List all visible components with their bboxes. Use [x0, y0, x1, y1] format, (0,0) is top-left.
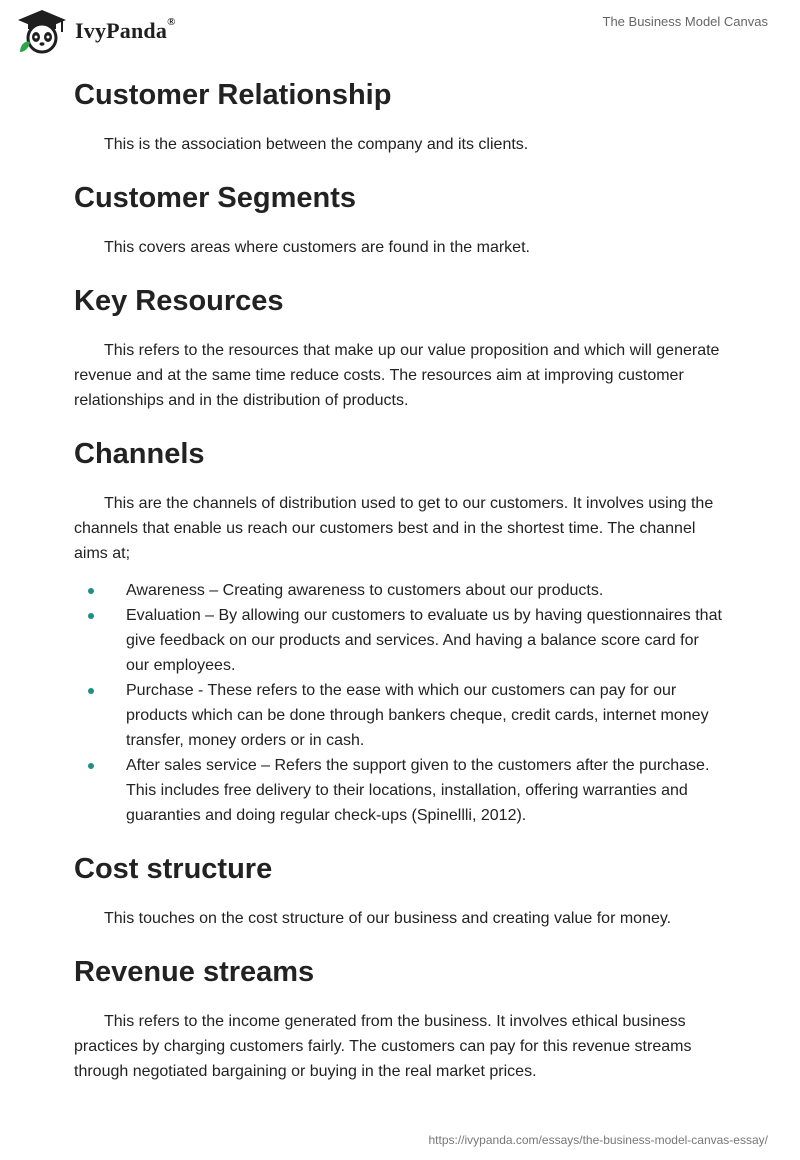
section-paragraph: This refers to the resources that make up our value proposition and which will generate revenue and at the same time reduce costs. The resources aim at improving customer relationships and in the distribution of products. [74, 342, 720, 409]
ivypanda-logo[interactable] [14, 8, 176, 54]
section-heading: Channels [74, 438, 205, 470]
section-cost-structure [74, 848, 724, 931]
list-item: Purchase - These refers to the ease with which our customers can pay for our products which can be done through bankers cheque, credit cards, internet money transfer, money orders or in cash. [74, 678, 724, 753]
document-title: The Business Model Canvas [602, 14, 768, 29]
section-paragraph: This are the channels of distribution used to get to our customers. It involves using the channels that enable us reach our customers best and in the shortest time. The channel aims at; [74, 495, 714, 562]
section-paragraph: This is the association between the company and its clients. [104, 136, 529, 153]
list-item: Evaluation – By allowing our customers to evaluate us by having questionnaires that give feedback on our products and services. And having a balance score card for our employees. [74, 603, 724, 678]
section-customer-relationship [74, 74, 724, 157]
section-heading: Cost structure [74, 853, 273, 885]
section-heading: Key Resources [74, 285, 284, 317]
essay-content [74, 70, 724, 1084]
page-header [0, 0, 800, 64]
bullet-icon [88, 588, 94, 594]
panda-graduate-icon [14, 8, 70, 54]
bullet-icon [88, 688, 94, 694]
bullet-icon [88, 613, 94, 619]
bullet-icon [88, 763, 94, 769]
section-key-resources [74, 280, 724, 413]
brand-name: IvyPanda® [75, 16, 176, 43]
list-item: Awareness – Creating awareness to customers about our products. [74, 578, 724, 603]
section-heading: Revenue streams [74, 956, 315, 988]
section-revenue-streams [74, 951, 724, 1084]
section-channels [74, 433, 724, 828]
list-item: After sales service – Refers the support given to the customers after the purchase. This includes free delivery to their locations, installation, offering warranties and guaranties and doing regular check-ups (Spinellli, 2012). [74, 753, 724, 828]
section-paragraph: This touches on the cost structure of our business and creating value for money. [104, 910, 672, 927]
source-url-link[interactable]: https://ivypanda.com/essays/the-business-model-canvas-essay/ [428, 1133, 768, 1147]
section-heading: Customer Segments [74, 182, 357, 214]
section-paragraph: This refers to the income generated from the business. It involves ethical business practices by charging customers fairly. The customers can pay for this revenue streams through negotiated bargaining or buying in the real market prices. [74, 1013, 692, 1080]
channels-bullet-list [74, 578, 724, 828]
section-heading: Customer Relationship [74, 79, 392, 111]
section-customer-segments [74, 177, 724, 260]
section-paragraph: This covers areas where customers are found in the market. [104, 239, 530, 256]
